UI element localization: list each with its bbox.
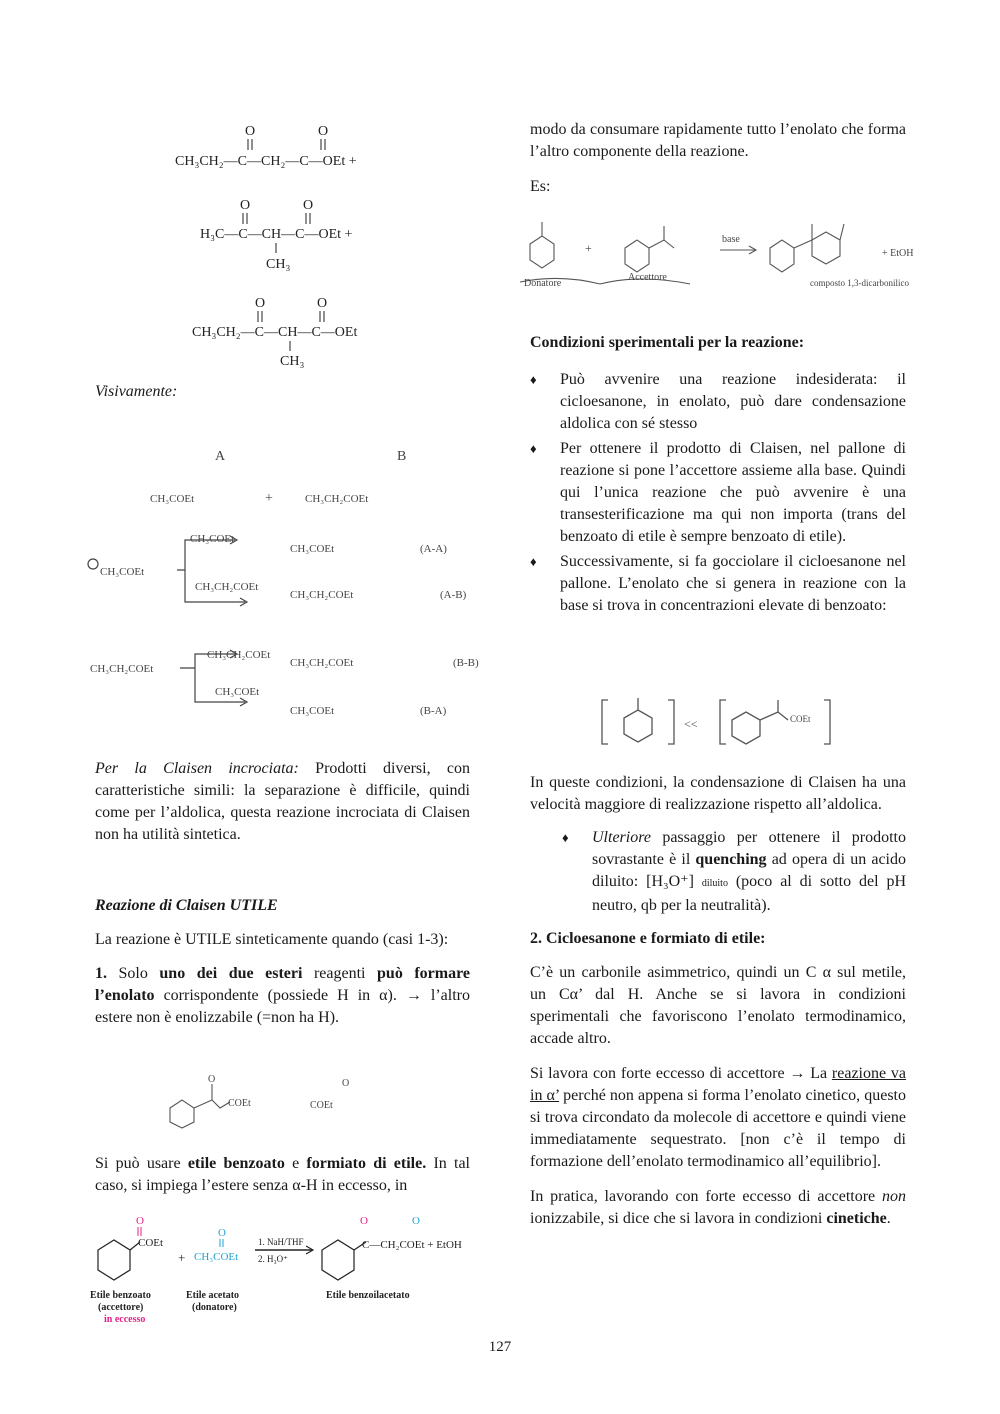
- prod-aa-reagent: CH₃COEt: [190, 533, 235, 545]
- prod-bb: CH₃CH₂COEt: [290, 657, 354, 669]
- caso-2-paragraph-3: In pratica, lavorando con forte eccesso di accettore non ionizzabile, si dice che si lavora in condizioni cinetiche.: [530, 1188, 906, 1227]
- caso-2-paragraph-2: Si lavora con forte eccesso di accettore → La reazione va in α’ perché non appena si forma l’enolato cinetico, questo si trova circondato da molecole di accettore e quindi viene immediatamente sequestrato. [non c’è il tempo di formazione dell’enolato termodinamico all’equilibrio].: [530, 1065, 907, 1170]
- o-acetato: O: [218, 1227, 226, 1239]
- plus-sign: +: [178, 1250, 186, 1265]
- ch3coet-acetato: CH₃COEt: [194, 1251, 239, 1263]
- reagent-1: 1. NaH/THF: [258, 1237, 304, 1247]
- claisen-velocita-paragraph: In queste condizioni, la condensazione di Claisen ha una velocità maggiore di realizzazione rispetto all’aldolica.: [530, 774, 906, 813]
- o-benzoato: O: [136, 1215, 144, 1227]
- continuation-paragraph: modo da consumare rapidamente tutto l’enolato che forma l’altro componente della reazione.: [530, 121, 906, 160]
- enolate-b: CH₃CH₂COEt: [90, 663, 154, 675]
- list-item: ♦ Per ottenere il prodotto di Claisen, nel pallone di reazione si pone l’accettore assieme alla base. Quindi qui l’unica reazione che può avvenire è una transesterificazione ma qui non importa (trans del benzoato di etile è sempre benzoato di etile).: [530, 440, 906, 545]
- claisen-incrociata-paragraph: Per la Claisen incrociata: Prodotti diversi, con caratteristiche simili: la separazione è difficile, quindi come per l’aldolica, questa reazione incrociata di Claisen non ha utilità sintetica.: [95, 760, 470, 843]
- visivamente-label: Visivamente:: [95, 383, 178, 400]
- ch3coet-label: COEt: [310, 1100, 333, 1111]
- prod-bb-reagent: CH₃CH₂COEt: [207, 649, 271, 661]
- composto-label: composto 1,3-dicarbonilico: [810, 278, 909, 288]
- label-etile-benzoato: Etile benzoato: [90, 1290, 151, 1301]
- caso-2-heading: 2. Cicloesanone e formiato di etile:: [530, 930, 766, 947]
- o-label: O: [240, 198, 251, 213]
- o-label: O: [303, 198, 314, 213]
- label-etile-acetato: Etile acetato: [186, 1290, 240, 1301]
- condizioni-list: [530, 369, 906, 617]
- plus-sign: +: [585, 241, 592, 255]
- caso-2-paragraph-1: C’è un carbonile asimmetrico, quindi un C α sul metile, un Cα’ dal H. Anche se si lavora in condizioni sperimentali che favoriscono l’enolato termodinamico, accade altro.: [530, 964, 906, 1047]
- utile-intro: La reazione è UTILE sinteticamente quando (casi 1-3):: [95, 931, 449, 948]
- non-enolizable-esters-sketch: [160, 1070, 410, 1130]
- tag-bb: (B-B): [453, 657, 479, 669]
- o-label: O: [317, 296, 328, 311]
- condizioni-heading: Condizioni sperimentali per la reazione:: [530, 334, 805, 351]
- prod-aa: CH₃COEt: [290, 543, 335, 555]
- coet-label: COEt: [790, 714, 811, 724]
- cicloesanone-benzoato-sketch: [520, 212, 950, 302]
- enolate-a: CH₃COEt: [100, 566, 145, 578]
- caso-1-paragraph: 1. Solo uno dei due esteri reagenti può formare l’enolato corrispondente (possiede H in α). → l’altro estere non è enolizzabile (=non ha H).: [95, 965, 471, 1026]
- o-label: O: [245, 124, 256, 139]
- tag-aa: (A-A): [420, 543, 447, 555]
- base-label: base: [722, 234, 740, 245]
- cross-claisen-sketch: [85, 440, 495, 730]
- plus-sign: +: [265, 491, 273, 506]
- donatore-label: Donatore: [524, 278, 562, 289]
- less-than-sign: <<: [684, 717, 698, 731]
- coet-label: COEt: [228, 1098, 251, 1109]
- quenching-list: [562, 827, 906, 917]
- ester-b: CH₃CH₂COEt: [305, 493, 369, 505]
- ester-formulas: [170, 120, 410, 370]
- etoh-label: + EtOH: [882, 248, 914, 259]
- benzoilacetato-scheme: [90, 1212, 480, 1330]
- esteri-paragraph: Si può usare etile benzoato e formiato di etile. In tal caso, si impiega l’estere senza α-H in eccesso, in: [95, 1155, 471, 1194]
- label-in-eccesso: in eccesso: [104, 1314, 146, 1325]
- claisen-utile-heading: Reazione di Claisen UTILE: [95, 897, 278, 914]
- formula-1: CH₃CH₂—C—CH₂—C—OEt +: [175, 154, 357, 169]
- concentration-comparison-sketch: [598, 692, 838, 752]
- list-item: ♦ Successivamente, si fa gocciolare il cicloesanone nel pallone. L’enolato che si genera in reazione con la base si trova in concentrazioni elevate di benzoato:: [530, 553, 906, 614]
- o-prodotto-1: O: [360, 1215, 368, 1227]
- prod-ba: CH₃COEt: [290, 705, 335, 717]
- o-label: O: [342, 1078, 350, 1089]
- tag-ba: (B-A): [420, 705, 447, 717]
- formula-3: CH₃CH₂—C—CH—C—OEt: [192, 325, 358, 340]
- prodotto: C—CH₂COEt + EtOH: [362, 1239, 462, 1251]
- o-label: O: [318, 124, 329, 139]
- ester-a: CH₃COEt: [150, 493, 195, 505]
- formula-3-ch3: CH₃: [280, 354, 305, 369]
- list-item: ♦ Può avvenire una reazione indesiderata: il cicloesanone, in enolato, può dare condensazione aldolica con sé stesso: [530, 371, 906, 432]
- formula-2: H₃C—C—CH—C—OEt +: [200, 227, 353, 242]
- label-donatore: (donatore): [192, 1302, 237, 1313]
- o-label: O: [255, 296, 266, 311]
- prod-ba-reagent: CH₃COEt: [215, 686, 260, 698]
- accettore-label: Accettore: [628, 272, 667, 283]
- prod-ab-reagent: CH₃CH₂COEt: [195, 581, 259, 593]
- prod-ab: CH₃CH₂COEt: [290, 589, 354, 601]
- label-etile-benzoilacetato: Etile benzoilacetato: [326, 1290, 410, 1301]
- list-item: ♦ Ulteriore passaggio per ottenere il prodotto sovrastante è il quenching ad opera di un acido diluito: [H₃O⁺] diluito (poco al di sotto del pH neutro, qb per la neutralità).: [562, 829, 907, 914]
- page-number: 127: [488, 1339, 512, 1355]
- coet-benzoato: COEt: [138, 1237, 164, 1249]
- o-label: O: [208, 1074, 216, 1085]
- tag-ab: (A-B): [440, 589, 467, 601]
- label-b: B: [397, 449, 407, 464]
- es-label: Es:: [530, 178, 551, 195]
- formula-2-ch3: CH₃: [266, 257, 291, 272]
- o-prodotto-2: O: [412, 1215, 420, 1227]
- label-accettore: (accettore): [98, 1302, 144, 1313]
- label-a: A: [215, 449, 226, 464]
- reagent-2: 2. H₃O⁺: [258, 1254, 288, 1264]
